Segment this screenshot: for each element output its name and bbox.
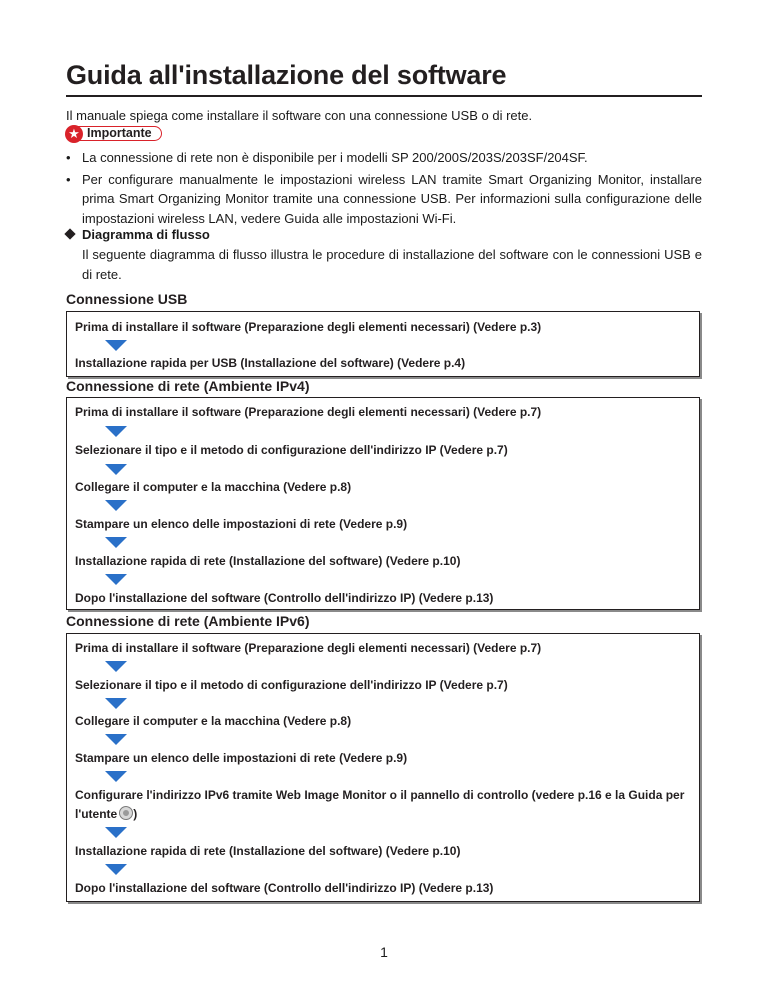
flow-step: Installazione rapida di rete (Installazione del software) (Vedere p.10) xyxy=(75,554,461,568)
bullet-icon: • xyxy=(66,150,71,165)
flow-box-usb xyxy=(66,311,700,377)
page-number: 1 xyxy=(380,944,388,960)
diamond-bullet-icon xyxy=(64,228,75,239)
page-title: Guida all'installazione del software xyxy=(66,60,507,90)
down-arrow-icon xyxy=(105,537,127,548)
flow-step: Selezionare il tipo e il metodo di configurazione dell'indirizzo IP (Vedere p.7) xyxy=(75,443,508,457)
down-arrow-icon xyxy=(105,464,127,475)
down-arrow-icon xyxy=(105,734,127,745)
flow-step: Collegare il computer e la macchina (Vedere p.8) xyxy=(75,480,352,494)
flow-box-ipv6 xyxy=(66,633,700,902)
flow-step: Collegare il computer e la macchina (Vedere p.8) xyxy=(75,714,352,728)
flow-step: Stampare un elenco delle impostazioni di rete (Vedere p.9) xyxy=(75,751,408,765)
down-arrow-icon xyxy=(105,698,127,709)
flow-step: Dopo l'installazione del software (Controllo dell'indirizzo IP) (Vedere p.13) xyxy=(75,591,494,605)
flow-step: Prima di installare il software (Preparazione degli elementi necessari) (Vedere p.7) xyxy=(75,405,542,419)
down-arrow-icon xyxy=(105,340,127,351)
flow-step: Prima di installare il software (Preparazione degli elementi necessari) (Vedere p.7) xyxy=(75,641,542,655)
flow-step: Installazione rapida per USB (Installazione del software) (Vedere p.4) xyxy=(75,356,466,370)
section-title-usb: Connessione USB xyxy=(66,291,188,307)
section-title-ipv6: Connessione di rete (Ambiente IPv6) xyxy=(66,613,310,629)
bullet-icon: • xyxy=(66,171,71,187)
flowchart-description: Il seguente diagramma di flusso illustra le procedure di installazione del software con le connessioni USB e di rete. xyxy=(82,247,702,282)
down-arrow-icon xyxy=(105,574,127,585)
flow-step-ipv6-config: Configurare l'indirizzo IPv6 tramite Web Image Monitor o il pannello di controllo (vedere p.16 e la Guida per l'utente ) xyxy=(75,788,685,821)
down-arrow-icon xyxy=(105,864,127,875)
reference-icon xyxy=(119,806,133,820)
down-arrow-icon xyxy=(105,771,127,782)
star-icon: ★ xyxy=(65,125,83,143)
section-title-ipv4: Connessione di rete (Ambiente IPv4) xyxy=(66,378,310,394)
down-arrow-icon xyxy=(105,661,127,672)
flow-box-ipv4 xyxy=(66,397,700,610)
note-item: • La connessione di rete non è disponibile per i modelli SP 200/200S/203S/203SF/204SF. xyxy=(66,148,702,168)
intro-text: Il manuale spiega come installare il software con una connessione USB o di rete. xyxy=(66,108,533,123)
flow-step: Stampare un elenco delle impostazioni di rete (Vedere p.9) xyxy=(75,517,408,531)
flowchart-title: Diagramma di flusso xyxy=(82,227,210,242)
flow-step: Prima di installare il software (Preparazione degli elementi necessari) (Vedere p.3) xyxy=(75,320,542,334)
title-rule xyxy=(66,95,702,97)
important-badge xyxy=(66,126,162,141)
down-arrow-icon xyxy=(105,500,127,511)
important-label: Importante xyxy=(87,126,152,140)
down-arrow-icon xyxy=(105,827,127,838)
down-arrow-icon xyxy=(105,426,127,437)
important-notes xyxy=(66,148,702,230)
note-item: • Per configurare manualmente le impostazioni wireless LAN tramite Smart Organizing Monitor, installare prima Smart Organizing Monitor tramite una connessione USB. Per informazioni sulla configurazione delle impostazioni wireless LAN, vedere Guida alle impostazioni Wi-Fi. xyxy=(66,171,702,226)
flow-step: Installazione rapida di rete (Installazione del software) (Vedere p.10) xyxy=(75,844,461,858)
flow-step: Selezionare il tipo e il metodo di configurazione dell'indirizzo IP (Vedere p.7) xyxy=(75,678,508,692)
flow-step: Dopo l'installazione del software (Controllo dell'indirizzo IP) (Vedere p.13) xyxy=(75,881,494,895)
